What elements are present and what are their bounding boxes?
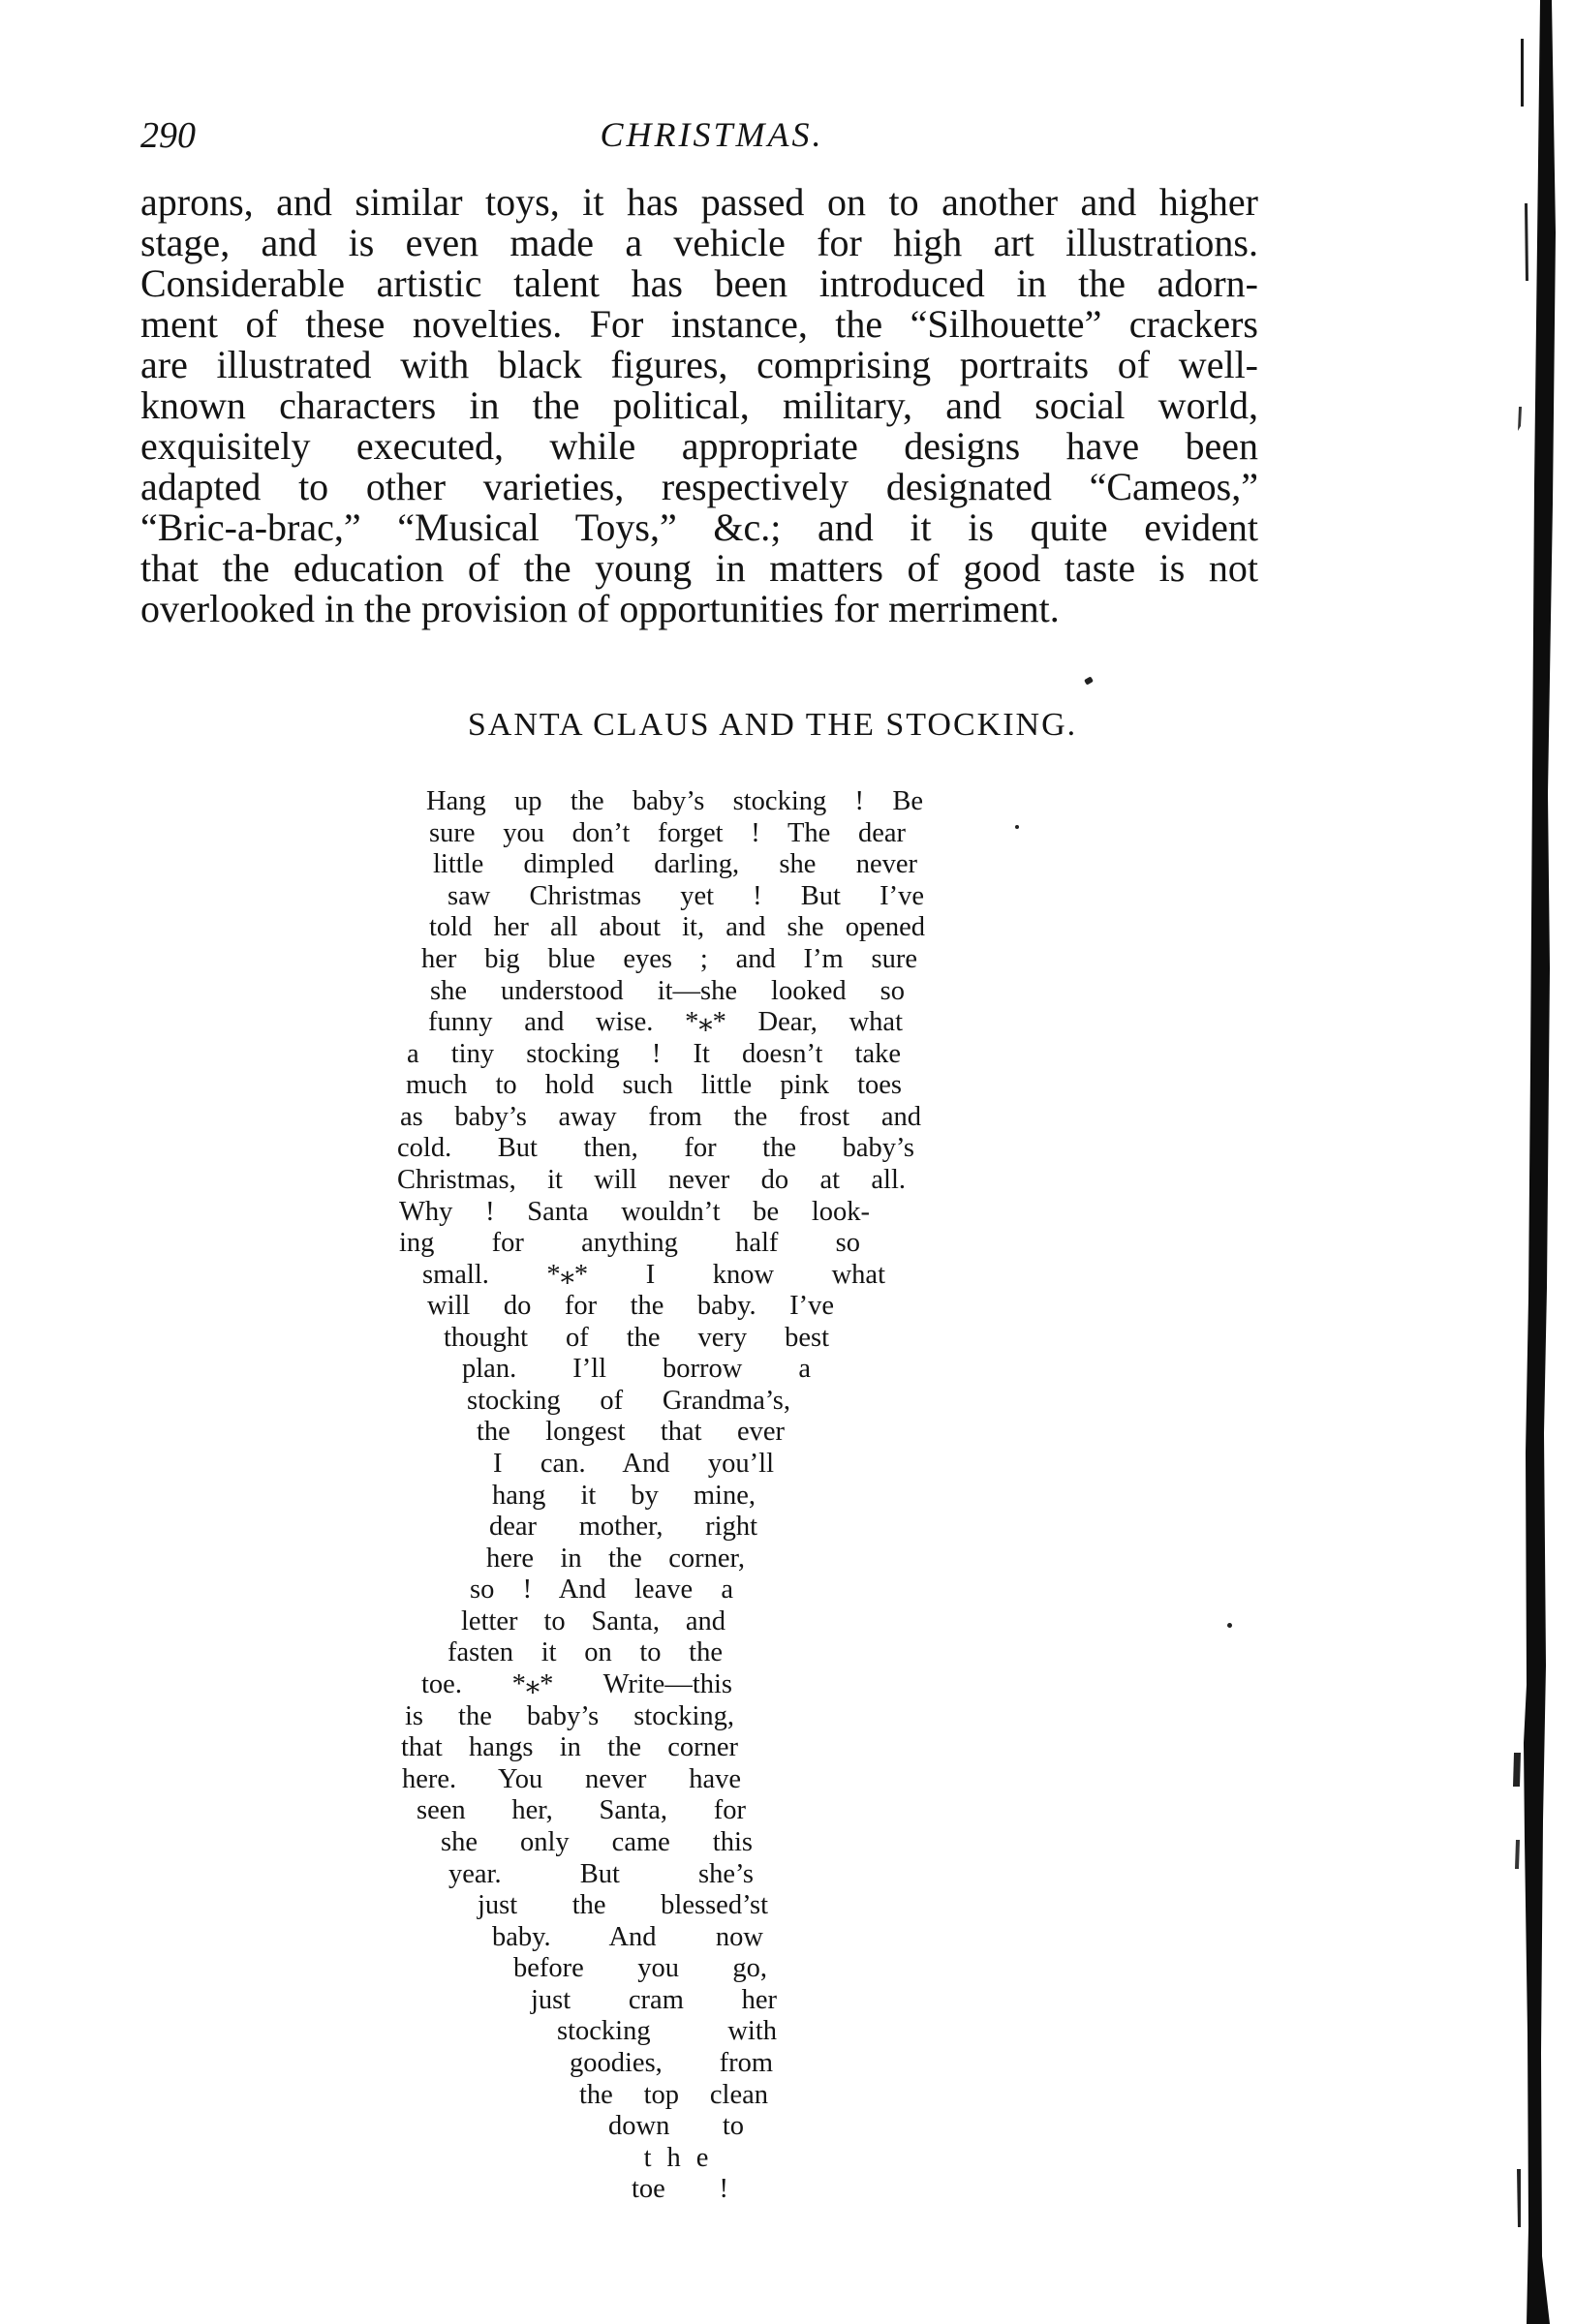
body-line: overlooked in the provision of opportunities for merriment. <box>140 587 1060 630</box>
poem-line: toe. *⁎* Write—this <box>421 1669 732 1699</box>
poem-line: baby. And now <box>492 1922 763 1952</box>
body-line: that the education of the young in matters of good taste is not <box>140 546 1258 590</box>
poem-line: goodies, from <box>570 2048 773 2078</box>
ink-speck <box>1227 1623 1232 1628</box>
poem-line: told her all about it, and she opened <box>429 912 925 942</box>
poem-line: plan. I’ll borrow a <box>462 1354 811 1384</box>
poem-line: so ! And leave a <box>470 1575 733 1605</box>
poem-line: little dimpled darling, she never <box>433 849 917 879</box>
poem-line: she only came this <box>441 1827 753 1857</box>
poem-line: small. *⁎* I know what <box>422 1260 885 1290</box>
body-line: aprons, and similar toys, it has passed on to another and higher <box>140 180 1258 224</box>
poem-line: stocking with <box>557 2016 777 2046</box>
poem-line: much to hold such little pink toes <box>406 1070 902 1100</box>
running-head <box>140 114 1283 163</box>
poem-line: Christmas, it will never do at all. <box>397 1165 906 1195</box>
poem-line: here. You never have <box>402 1764 741 1794</box>
poem-line: sure you don’t forget ! The dear <box>429 818 906 848</box>
page-number: 290 <box>140 115 196 156</box>
poem-line: stocking of Grandma’s, <box>467 1386 790 1416</box>
body-line: are illustrated with black figures, comprising portraits of well- <box>140 343 1258 386</box>
poem-line: Hang up the baby’s stocking ! Be <box>426 786 923 816</box>
body-line: stage, and is even made a vehicle for high art illustrations. <box>140 221 1258 264</box>
poem-line: the top clean <box>579 2080 768 2110</box>
poem-line: just cram her <box>531 1985 777 2015</box>
poem-line: as baby’s away from the frost and <box>400 1102 921 1132</box>
ink-speck <box>1015 825 1019 829</box>
poem-line: Why ! Santa wouldn’t be look- <box>399 1197 870 1227</box>
poem-line: the longest that ever <box>477 1417 785 1447</box>
poem-line: letter to Santa, and <box>461 1606 725 1636</box>
poem-line: fasten it on to the <box>448 1637 723 1667</box>
poem-line: cold. But then, for the baby’s <box>397 1133 914 1163</box>
poem-line: year. But she’s <box>448 1859 754 1889</box>
poem-line: her big blue eyes ; and I’m sure <box>421 944 917 974</box>
poem-line: dear mother, right <box>489 1512 757 1542</box>
body-paragraph <box>140 182 1258 629</box>
poem-line: here in the corner, <box>486 1544 745 1574</box>
poem-line: before you go, <box>513 1953 767 1983</box>
poem-line: I can. And you’ll <box>493 1449 774 1479</box>
ink-speck <box>1084 676 1094 685</box>
body-line: ment of these novelties. For instance, the “Silhouette” crackers <box>140 302 1258 346</box>
body-line: known characters in the political, military, and social world, <box>140 383 1258 427</box>
poem-line: seen her, Santa, for <box>417 1795 746 1825</box>
poem-line: the <box>643 2143 725 2173</box>
running-title: CHRISTMAS. <box>600 115 824 154</box>
poem-line: down to <box>608 2111 744 2141</box>
poem-line: toe ! <box>632 2174 728 2204</box>
poem-line: she understood it—she looked so <box>430 976 905 1006</box>
body-line: “Bric-a-brac,” “Musical Toys,” &c.; and it is quite evident <box>140 505 1258 549</box>
poem-line: saw Christmas yet ! But I’ve <box>448 881 924 911</box>
poem-line: ing for anything half so <box>399 1228 860 1258</box>
poem-line: is the baby’s stocking, <box>405 1701 734 1731</box>
poem-line: funny and wise. *⁎* Dear, what <box>428 1007 903 1037</box>
poem-line: thought of the very best <box>444 1323 829 1353</box>
body-line: exquisitely executed, while appropriate designs have been <box>140 424 1258 468</box>
poem-line: will do for the baby. I’ve <box>427 1291 834 1321</box>
poem-line: that hangs in the corner <box>401 1732 738 1762</box>
scanned-page-edge <box>1492 0 1574 2324</box>
body-line: Considerable artistic talent has been introduced in the adorn- <box>140 261 1258 305</box>
poem-line: just the blessed’st <box>478 1890 768 1920</box>
body-line: adapted to other varieties, respectively designated “Cameos,” <box>140 465 1258 508</box>
poem-line: a tiny stocking ! It doesn’t take <box>407 1039 901 1069</box>
poem-title: SANTA CLAUS AND THE STOCKING. <box>467 707 1078 743</box>
poem-line: hang it by mine, <box>492 1481 756 1511</box>
